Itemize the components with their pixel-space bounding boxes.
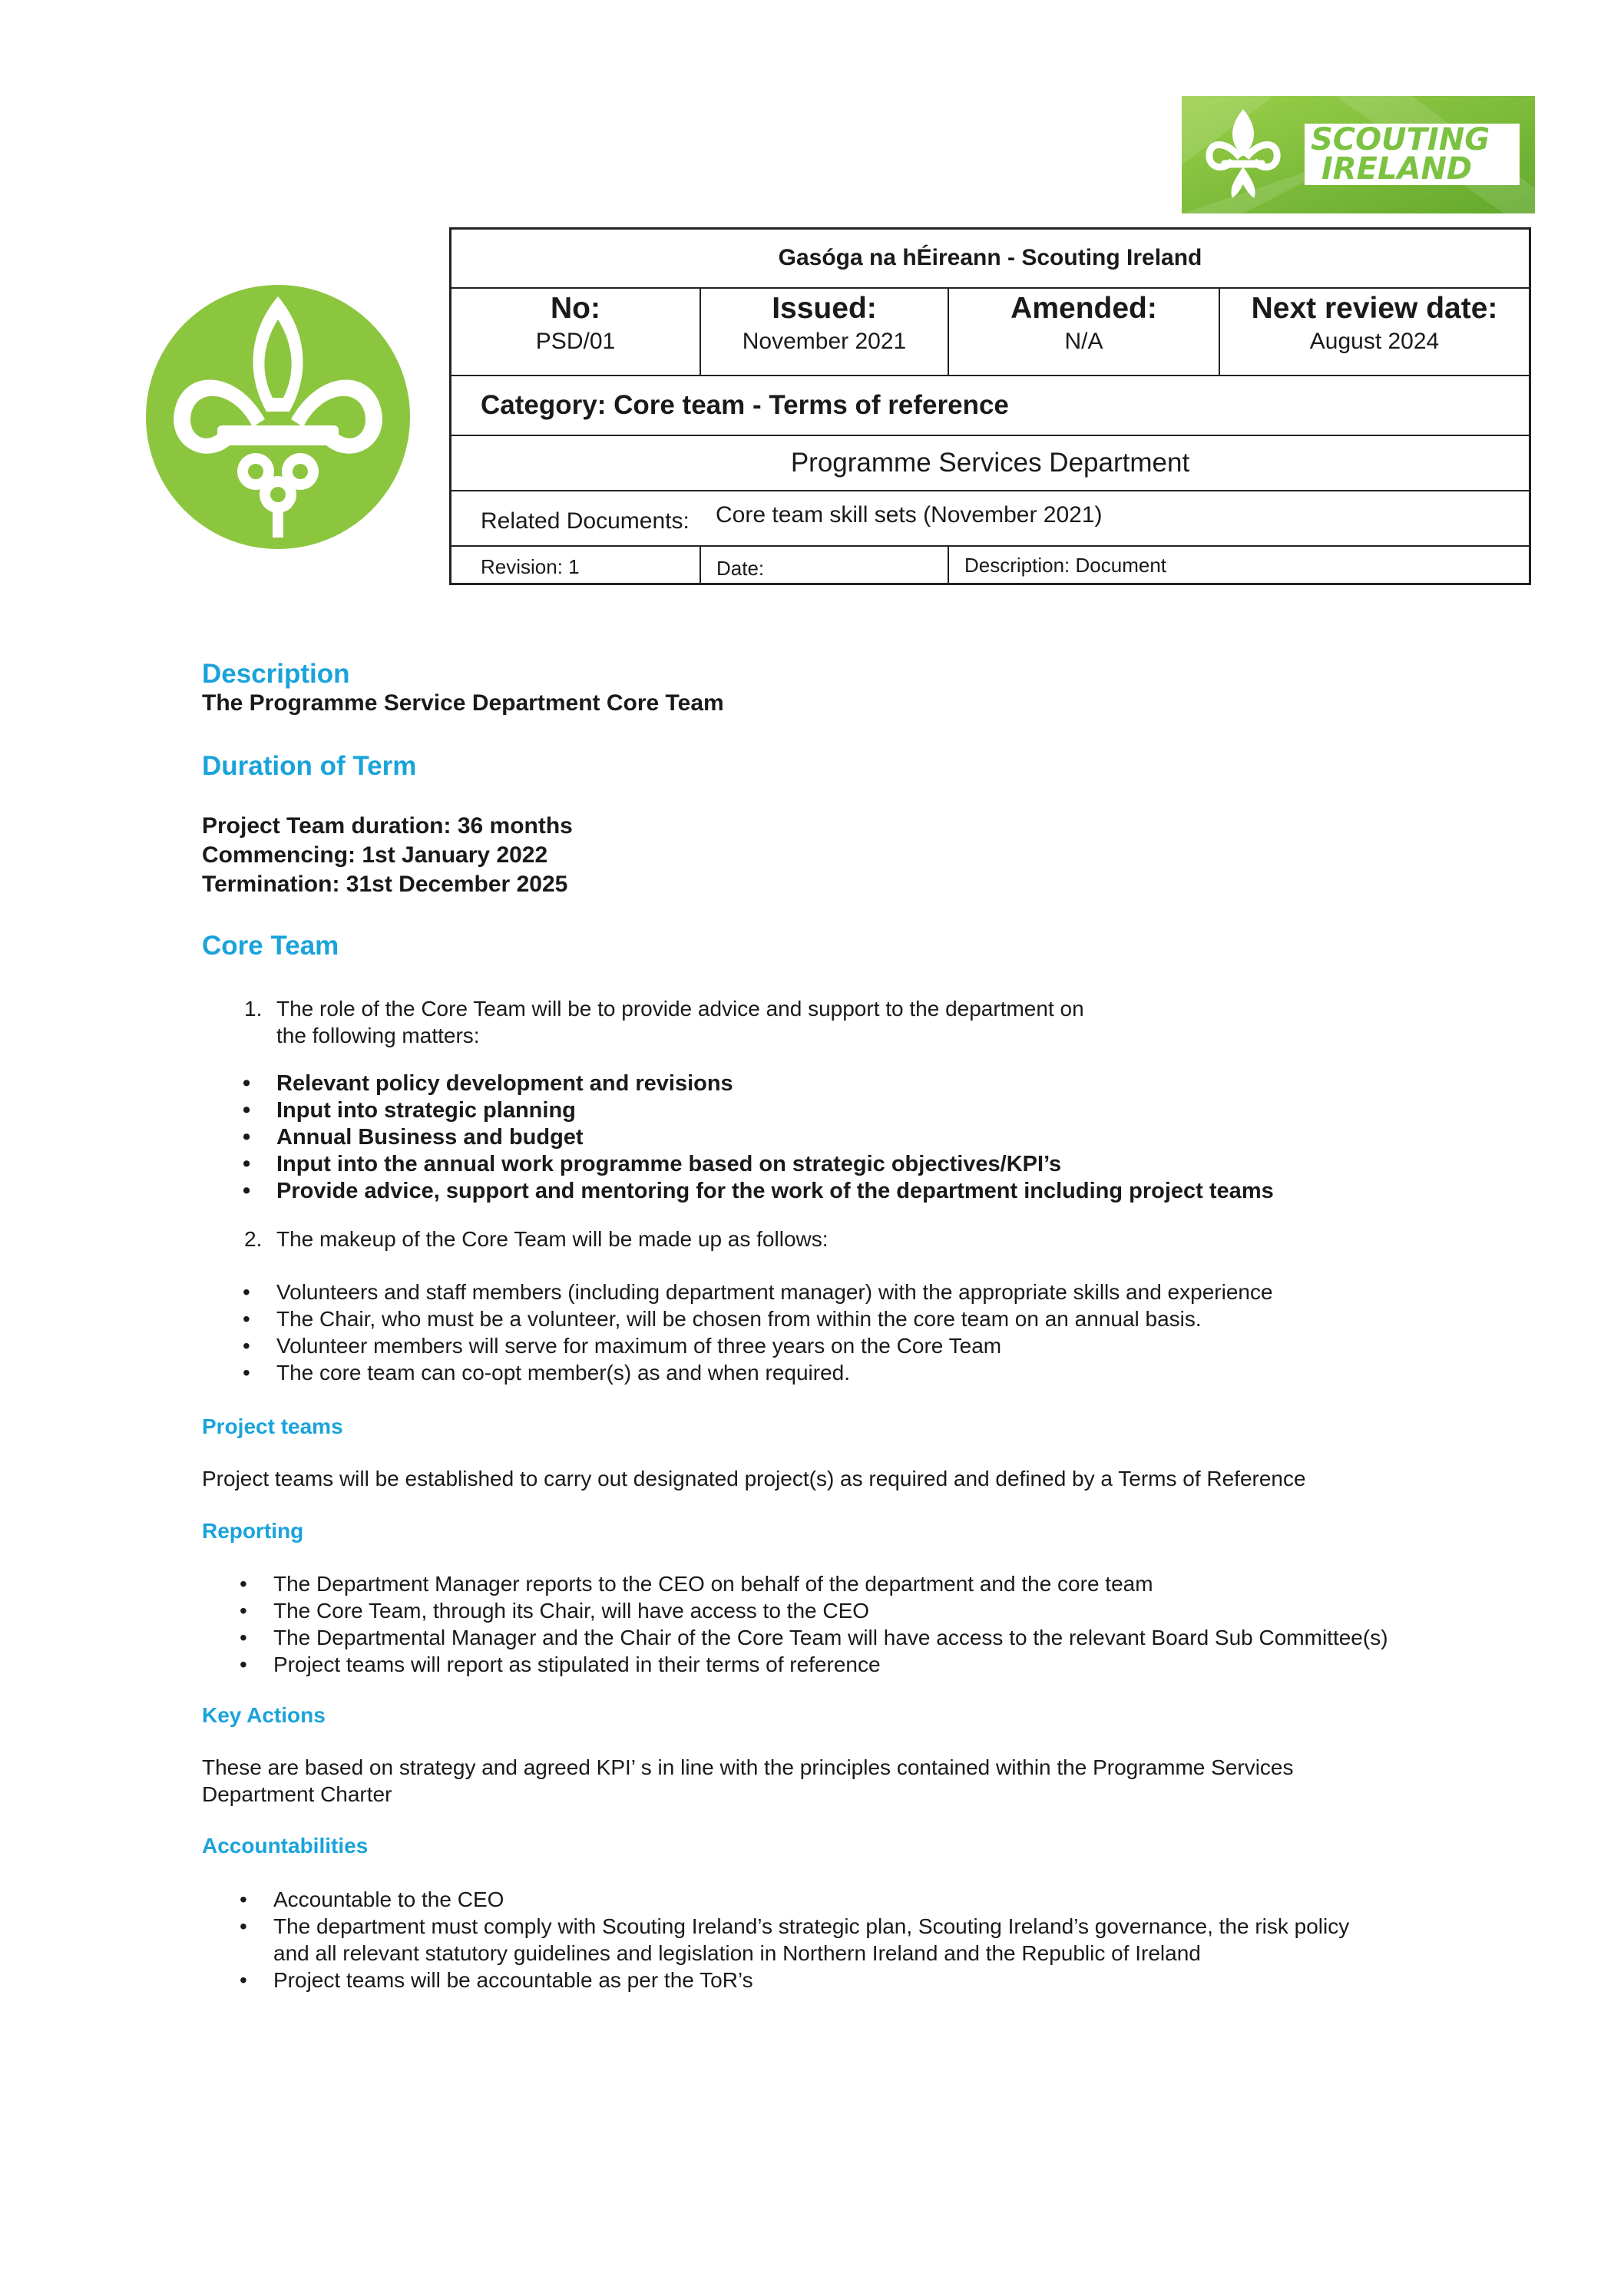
header-revision-row [451,547,1529,585]
meta-value-number: PSD/01 [535,329,616,354]
list-item-line: and all relevant statutory guidelines and legislation in Northern Ireland and the Republic of Ireland [273,1941,1201,1965]
list-item: • Volunteers and staff members (including department manager) with the appropriate skills and experience [243,1279,1273,1305]
duration-heading: Duration of Term [202,751,417,781]
document-header-table [449,227,1531,585]
list-item: • Accountable to the CEO [240,1886,1349,1913]
list-item-2-number: 2. [244,1227,263,1251]
list-item: • Project teams will report as stipulated in their terms of reference [240,1651,1388,1678]
meta-value-review: August 2024 [1309,329,1440,354]
list-item: • Volunteer members will serve for maximum of three years on the Core Team [243,1332,1273,1359]
header-related-row [451,491,1529,547]
description-value: Document [1075,554,1167,577]
list-item: • The Chair, who must be a volunteer, will be chosen from within the core team on an annual basis. [243,1305,1273,1332]
core-team-heading: Core Team [202,931,339,961]
category-text: Category: Core team - Terms of reference [481,390,1009,420]
list-item-2-text: The makeup of the Core Team will be made up as follows: [276,1227,829,1251]
meta-cell-review [1219,289,1529,375]
meta-label-issued: Issued: [772,292,877,325]
list-item-1-number: 1. [244,997,263,1021]
meta-cell-amended [948,289,1219,375]
date-cell [700,547,948,585]
project-teams-heading: Project teams [202,1414,343,1438]
meta-label-number: No: [551,292,600,325]
related-label: Related Documents: [481,508,690,534]
reporting-heading: Reporting [202,1519,304,1543]
accountabilities-list [240,1886,1349,1993]
header-meta-row [451,289,1529,376]
banner-text-scouting: SCOUTING [1311,122,1490,157]
project-teams-text: Project teams will be established to carry out designated project(s) as required and defined by a Terms of Reference [202,1467,1306,1490]
header-category-row [451,376,1529,436]
date-label: Date: [716,557,765,580]
fleur-de-lis-icon [144,283,412,551]
duration-line: Commencing: 1st January 2022 [202,842,548,868]
meta-value-issued: November 2021 [742,329,907,354]
accountabilities-heading: Accountabilities [202,1834,369,1858]
key-actions-text [202,1754,1294,1808]
related-value: Core team skill sets (November 2021) [716,502,1103,528]
revision-text: Revision: 1 [481,555,580,578]
list-item-line: • The department must comply with Scouting Ireland’s strategic plan, Scouting Ireland’s governance, the risk policy [273,1914,1350,1938]
revision-cell [451,547,700,585]
scouting-ireland-banner-logo [1182,96,1535,213]
list-item: • The core team can co-opt member(s) as and when required. [243,1359,1273,1386]
meta-cell-number [451,289,700,375]
duration-line: Project Team duration: 36 months [202,813,573,839]
description-meta [964,554,1166,577]
banner-text-ireland: IRELAND [1321,151,1473,187]
header-department-row [451,436,1529,491]
list-item: • Input into strategic planning [243,1097,1274,1124]
list-item: • Annual Business and budget [243,1124,1274,1151]
list-item: • The Department Manager reports to the CEO on behalf of the department and the core team [240,1570,1388,1597]
meta-cell-issued [700,289,948,375]
list-item-1-line: the following matters: [276,1024,480,1047]
description-heading: Description [202,659,350,689]
makeup-list [243,1279,1273,1386]
meta-value-amended: N/A [1064,329,1103,354]
header-title-row [451,230,1529,289]
list-item: • The Departmental Manager and the Chair of the Core Team will have access to the relevant Board Sub Committee(s) [240,1624,1388,1651]
key-actions-heading: Key Actions [202,1703,326,1727]
list-item [240,1913,1349,1967]
list-item: • Relevant policy development and revisions [243,1070,1274,1097]
list-item: • The Core Team, through its Chair, will have access to the CEO [240,1597,1388,1624]
description-cell [948,547,1529,585]
scout-emblem-logo [144,283,412,551]
key-actions-line: These are based on strategy and agreed KPI’ s in line with the principles contained within the Programme Services [202,1755,1294,1779]
meta-label-review: Next review date: [1251,292,1498,325]
list-item-1-text [276,995,1084,1049]
key-actions-line: Department Charter [202,1782,392,1806]
list-item-1-line: The role of the Core Team will be to provide advice and support to the department on [276,997,1084,1021]
duration-block [202,812,573,899]
list-item: • Input into the annual work programme based on strategic objectives/KPI’s [243,1151,1274,1178]
meta-label-amended: Amended: [1010,292,1157,325]
list-item: • Project teams will be accountable as per the ToR’s [240,1967,1349,1993]
reporting-list [240,1570,1388,1678]
duration-line: Termination: 31st December 2025 [202,872,568,897]
description-label: Description: [964,554,1070,577]
matters-list [243,1070,1274,1205]
org-title: Gasóga na hÉireann - Scouting Ireland [778,245,1202,270]
department-text: Programme Services Department [790,448,1190,478]
list-item: • Provide advice, support and mentoring for the work of the department including project teams [243,1178,1274,1205]
description-text: The Programme Service Department Core Team [202,690,724,716]
